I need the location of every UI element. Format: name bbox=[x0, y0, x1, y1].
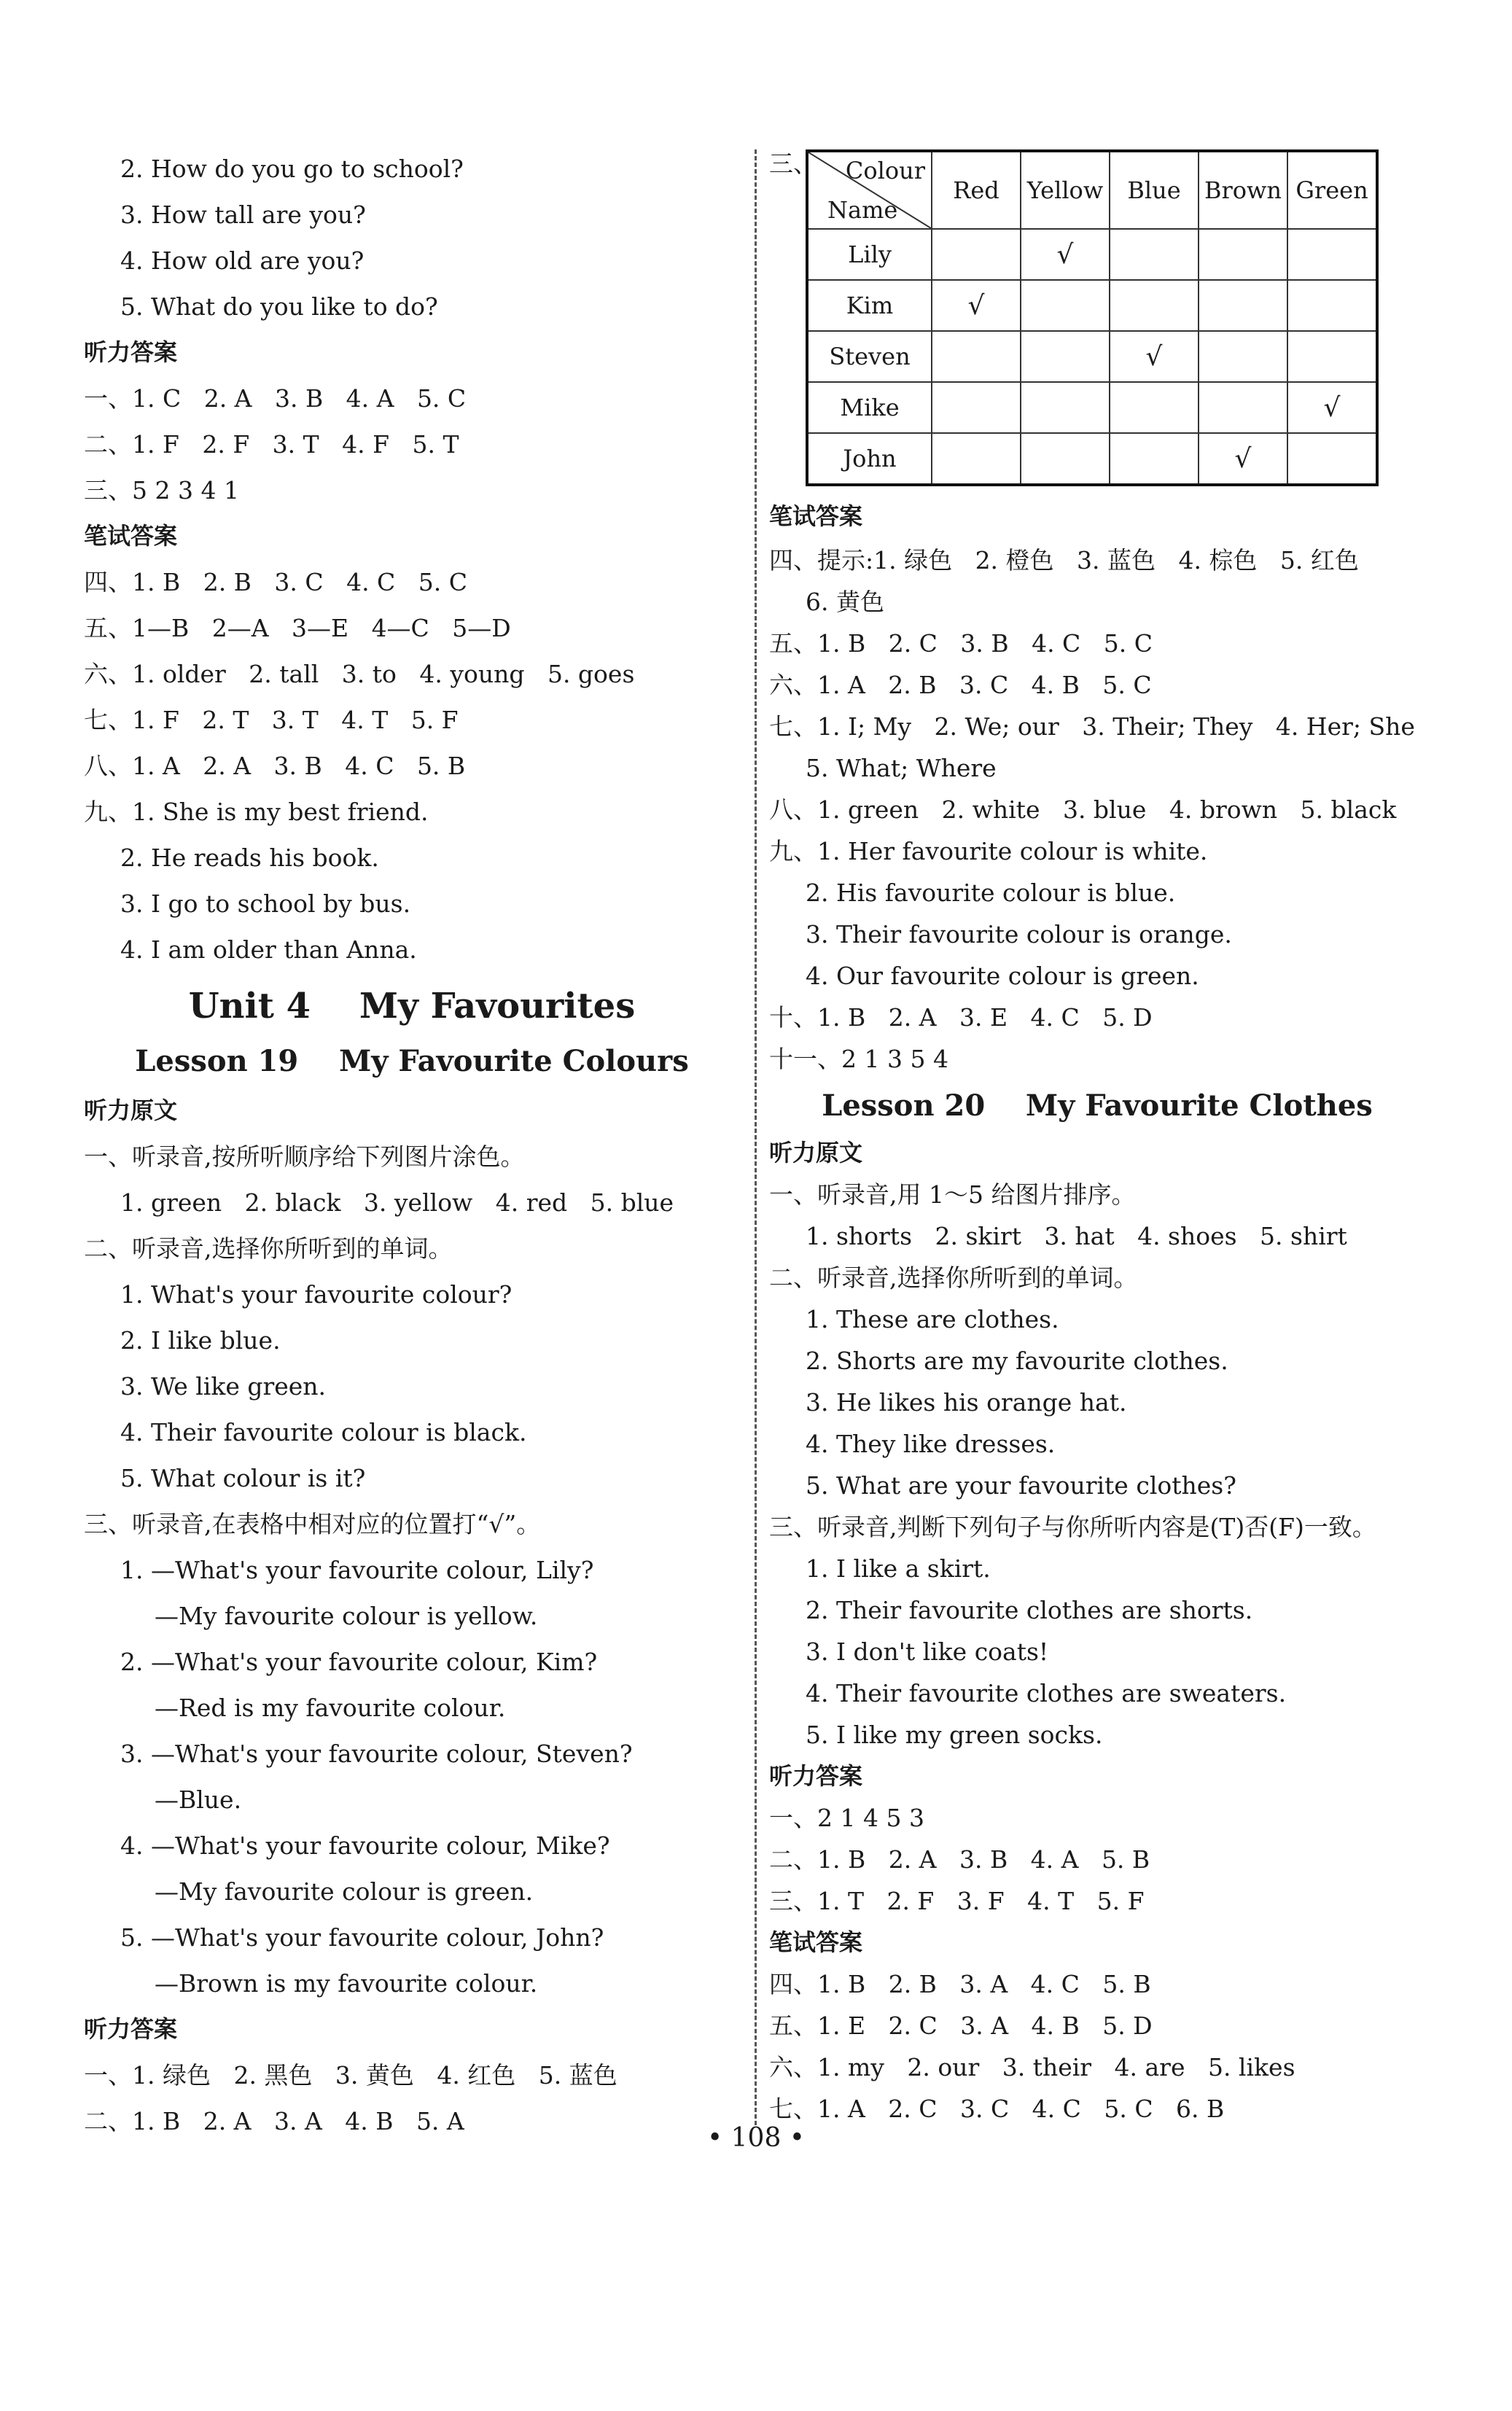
check-cell bbox=[1110, 280, 1199, 331]
answer-line: 3. I go to school by bus. bbox=[120, 889, 411, 918]
dialogue-answer: —My favourite colour is yellow. bbox=[155, 1602, 538, 1630]
answer-line: 2. His favourite colour is blue. bbox=[806, 879, 1176, 907]
check-cell bbox=[1021, 331, 1110, 382]
section-heading: 听力原文 bbox=[769, 1139, 863, 1166]
check-cell bbox=[1199, 331, 1287, 382]
script-line: 3. I don't like coats! bbox=[806, 1637, 1049, 1666]
question-line: 3. How tall are you? bbox=[120, 200, 366, 229]
answer-line: 一、2 1 4 5 3 bbox=[769, 1804, 924, 1832]
script-line: 3. He likes his orange hat. bbox=[806, 1388, 1127, 1417]
name-cell: Lily bbox=[807, 229, 932, 280]
answer-line: 5. What; Where bbox=[806, 754, 997, 782]
dialogue-answer: —Red is my favourite colour. bbox=[155, 1694, 506, 1722]
table-corner-cell bbox=[807, 151, 932, 229]
right-column bbox=[769, 149, 1425, 2130]
answer-line: 九、1. Her favourite colour is white. bbox=[769, 837, 1208, 865]
unit-title: Unit 4 My Favourites bbox=[188, 986, 636, 1027]
section-heading: 听力答案 bbox=[769, 1762, 863, 1790]
lesson-title: Lesson 20 My Favourite Clothes bbox=[822, 1088, 1373, 1123]
check-cell bbox=[1199, 229, 1287, 280]
table-row bbox=[807, 382, 1377, 433]
section-heading: 听力原文 bbox=[84, 1097, 178, 1124]
answer-line: 四、提示:1. 绿色 2. 橙色 3. 蓝色 4. 棕色 5. 红色 bbox=[769, 546, 1359, 574]
script-line: 4. Their favourite clothes are sweaters. bbox=[806, 1679, 1287, 1707]
check-cell: √ bbox=[1199, 433, 1287, 485]
dialogue-question: 5. —What's your favourite colour, John? bbox=[120, 1923, 604, 1952]
name-cell: Mike bbox=[807, 382, 932, 433]
word-list: 1. shorts 2. skirt 3. hat 4. shoes 5. shirt bbox=[806, 1222, 1347, 1250]
answer-line: 九、1. She is my best friend. bbox=[84, 798, 429, 826]
exercise-title: 一、听录音,按所听顺序给下列图片涂色。 bbox=[84, 1142, 525, 1171]
section-heading: 笔试答案 bbox=[769, 1928, 863, 1956]
column-divider bbox=[755, 149, 757, 2125]
lesson-title: Lesson 19 My Favourite Colours bbox=[135, 1044, 689, 1078]
section-heading: 笔试答案 bbox=[769, 502, 863, 530]
script-line: 2. I like blue. bbox=[120, 1326, 281, 1355]
section-heading: 听力答案 bbox=[84, 338, 178, 366]
answer-line: 六、1. my 2. our 3. their 4. are 5. likes bbox=[769, 2053, 1295, 2081]
answer-line: 二、1. F 2. F 3. T 4. F 5. T bbox=[84, 430, 459, 459]
dialogue-answer: —Brown is my favourite colour. bbox=[155, 1969, 538, 1998]
exercise-title: 一、听录音,用 1～5 给图片排序。 bbox=[769, 1180, 1136, 1209]
script-line: 3. We like green. bbox=[120, 1372, 327, 1401]
corner-name-label: Name bbox=[827, 196, 898, 224]
check-cell bbox=[1021, 382, 1110, 433]
exercise-title: 二、听录音,选择你所听到的单词。 bbox=[84, 1234, 453, 1263]
answer-line: 五、1. E 2. C 3. A 4. B 5. D bbox=[769, 2011, 1153, 2040]
answer-line: 一、1. C 2. A 3. B 4. A 5. C bbox=[84, 384, 467, 413]
check-cell bbox=[932, 382, 1021, 433]
exercise-number: 三、 bbox=[769, 149, 817, 178]
page-number: • 108 • bbox=[706, 2123, 806, 2153]
answer-line: 6. 黄色 bbox=[806, 588, 884, 616]
check-cell bbox=[1287, 433, 1377, 485]
answer-line: 四、1. B 2. B 3. A 4. C 5. B bbox=[769, 1970, 1151, 1998]
dialogue-question: 4. —What's your favourite colour, Mike? bbox=[120, 1831, 610, 1860]
section-heading: 听力答案 bbox=[84, 2015, 178, 2043]
exercise-title: 二、听录音,选择你所听到的单词。 bbox=[769, 1263, 1138, 1292]
script-line: 5. I like my green socks. bbox=[806, 1721, 1103, 1749]
colour-header: Blue bbox=[1110, 151, 1199, 229]
answer-line: 七、1. A 2. C 3. C 4. C 5. C 6. B bbox=[769, 2095, 1225, 2123]
check-cell bbox=[932, 433, 1021, 485]
dialogue-answer: —Blue. bbox=[155, 1785, 242, 1814]
dialogue-answer: —My favourite colour is green. bbox=[155, 1877, 534, 1906]
answer-line: 三、1. T 2. F 3. F 4. T 5. F bbox=[769, 1887, 1145, 1915]
answer-line: 七、1. I; My 2. We; our 3. Their; They 4. Her; She bbox=[769, 712, 1415, 741]
check-cell bbox=[1110, 382, 1199, 433]
colour-header: Red bbox=[932, 151, 1021, 229]
colour-header: Green bbox=[1287, 151, 1377, 229]
script-line: 5. What colour is it? bbox=[120, 1464, 366, 1492]
table-header-row bbox=[807, 151, 1377, 229]
check-cell bbox=[932, 331, 1021, 382]
dialogue-question: 1. —What's your favourite colour, Lily? bbox=[120, 1556, 594, 1584]
left-column bbox=[84, 146, 740, 2144]
check-cell bbox=[1021, 433, 1110, 485]
colour-table bbox=[806, 149, 1379, 486]
check-cell: √ bbox=[1110, 331, 1199, 382]
check-cell bbox=[1199, 280, 1287, 331]
question-line: 4. How old are you? bbox=[120, 246, 365, 275]
answer-line: 四、1. B 2. B 3. C 4. C 5. C bbox=[84, 568, 468, 596]
answer-line: 三、5 2 3 4 1 bbox=[84, 476, 239, 505]
script-line: 2. Shorts are my favourite clothes. bbox=[806, 1347, 1228, 1375]
question-line: 2. How do you go to school? bbox=[120, 155, 464, 183]
script-line: 4. Their favourite colour is black. bbox=[120, 1418, 527, 1446]
answer-line: 七、1. F 2. T 3. T 4. T 5. F bbox=[84, 706, 459, 734]
table-row bbox=[807, 433, 1377, 485]
check-cell bbox=[1287, 229, 1377, 280]
table-row bbox=[807, 229, 1377, 280]
colour-header: Brown bbox=[1199, 151, 1287, 229]
name-cell: Steven bbox=[807, 331, 932, 382]
answer-line: 十一、2 1 3 5 4 bbox=[769, 1045, 948, 1073]
answer-line: 五、1—B 2—A 3—E 4—C 5—D bbox=[84, 614, 511, 642]
exercise-title: 三、听录音,在表格中相对应的位置打“√”。 bbox=[84, 1510, 541, 1538]
corner-colour-label: Colour bbox=[845, 157, 925, 184]
check-cell: √ bbox=[1287, 382, 1377, 433]
check-cell bbox=[1199, 382, 1287, 433]
script-line: 4. They like dresses. bbox=[806, 1430, 1056, 1458]
colour-header: Yellow bbox=[1021, 151, 1110, 229]
dialogue-question: 2. —What's your favourite colour, Kim? bbox=[120, 1648, 598, 1676]
check-cell bbox=[932, 229, 1021, 280]
script-line: 1. These are clothes. bbox=[806, 1305, 1059, 1333]
script-line: 2. Their favourite clothes are shorts. bbox=[806, 1596, 1253, 1624]
answer-line: 3. Their favourite colour is orange. bbox=[806, 920, 1232, 949]
table-row bbox=[807, 280, 1377, 331]
answer-line: 六、1. older 2. tall 3. to 4. young 5. goes bbox=[84, 660, 635, 688]
check-cell bbox=[1110, 433, 1199, 485]
answer-line: 六、1. A 2. B 3. C 4. B 5. C bbox=[769, 671, 1152, 699]
check-cell bbox=[1110, 229, 1199, 280]
name-cell: John bbox=[807, 433, 932, 485]
check-cell bbox=[1287, 331, 1377, 382]
table-row bbox=[807, 331, 1377, 382]
answer-line: 十、1. B 2. A 3. E 4. C 5. D bbox=[769, 1003, 1153, 1032]
check-cell bbox=[1021, 280, 1110, 331]
answer-line: 2. He reads his book. bbox=[120, 844, 379, 872]
word-list: 1. green 2. black 3. yellow 4. red 5. blue bbox=[120, 1188, 674, 1217]
answer-line: 二、1. B 2. A 3. A 4. B 5. A bbox=[84, 2107, 464, 2135]
answer-line: 二、1. B 2. A 3. B 4. A 5. B bbox=[769, 1845, 1150, 1874]
name-cell: Kim bbox=[807, 280, 932, 331]
check-cell: √ bbox=[932, 280, 1021, 331]
answer-line: 4. I am older than Anna. bbox=[120, 935, 417, 964]
dialogue-question: 3. —What's your favourite colour, Steven? bbox=[120, 1740, 633, 1768]
answer-line: 4. Our favourite colour is green. bbox=[806, 962, 1199, 990]
check-cell bbox=[1287, 280, 1377, 331]
exercise-title: 三、听录音,判断下列句子与你所听内容是(T)否(F)一致。 bbox=[769, 1513, 1376, 1541]
section-heading: 笔试答案 bbox=[84, 522, 178, 550]
script-line: 1. I like a skirt. bbox=[806, 1554, 991, 1583]
answer-line: 八、1. A 2. A 3. B 4. C 5. B bbox=[84, 752, 466, 780]
answer-line: 八、1. green 2. white 3. blue 4. brown 5. black bbox=[769, 795, 1397, 824]
question-line: 5. What do you like to do? bbox=[120, 292, 438, 321]
answer-line: 五、1. B 2. C 3. B 4. C 5. C bbox=[769, 629, 1153, 658]
answer-line: 一、1. 绿色 2. 黑色 3. 黄色 4. 红色 5. 蓝色 bbox=[84, 2061, 617, 2089]
colour-table-block bbox=[769, 149, 1425, 486]
script-line: 5. What are your favourite clothes? bbox=[806, 1471, 1236, 1500]
script-line: 1. What's your favourite colour? bbox=[120, 1280, 513, 1309]
check-cell: √ bbox=[1021, 229, 1110, 280]
